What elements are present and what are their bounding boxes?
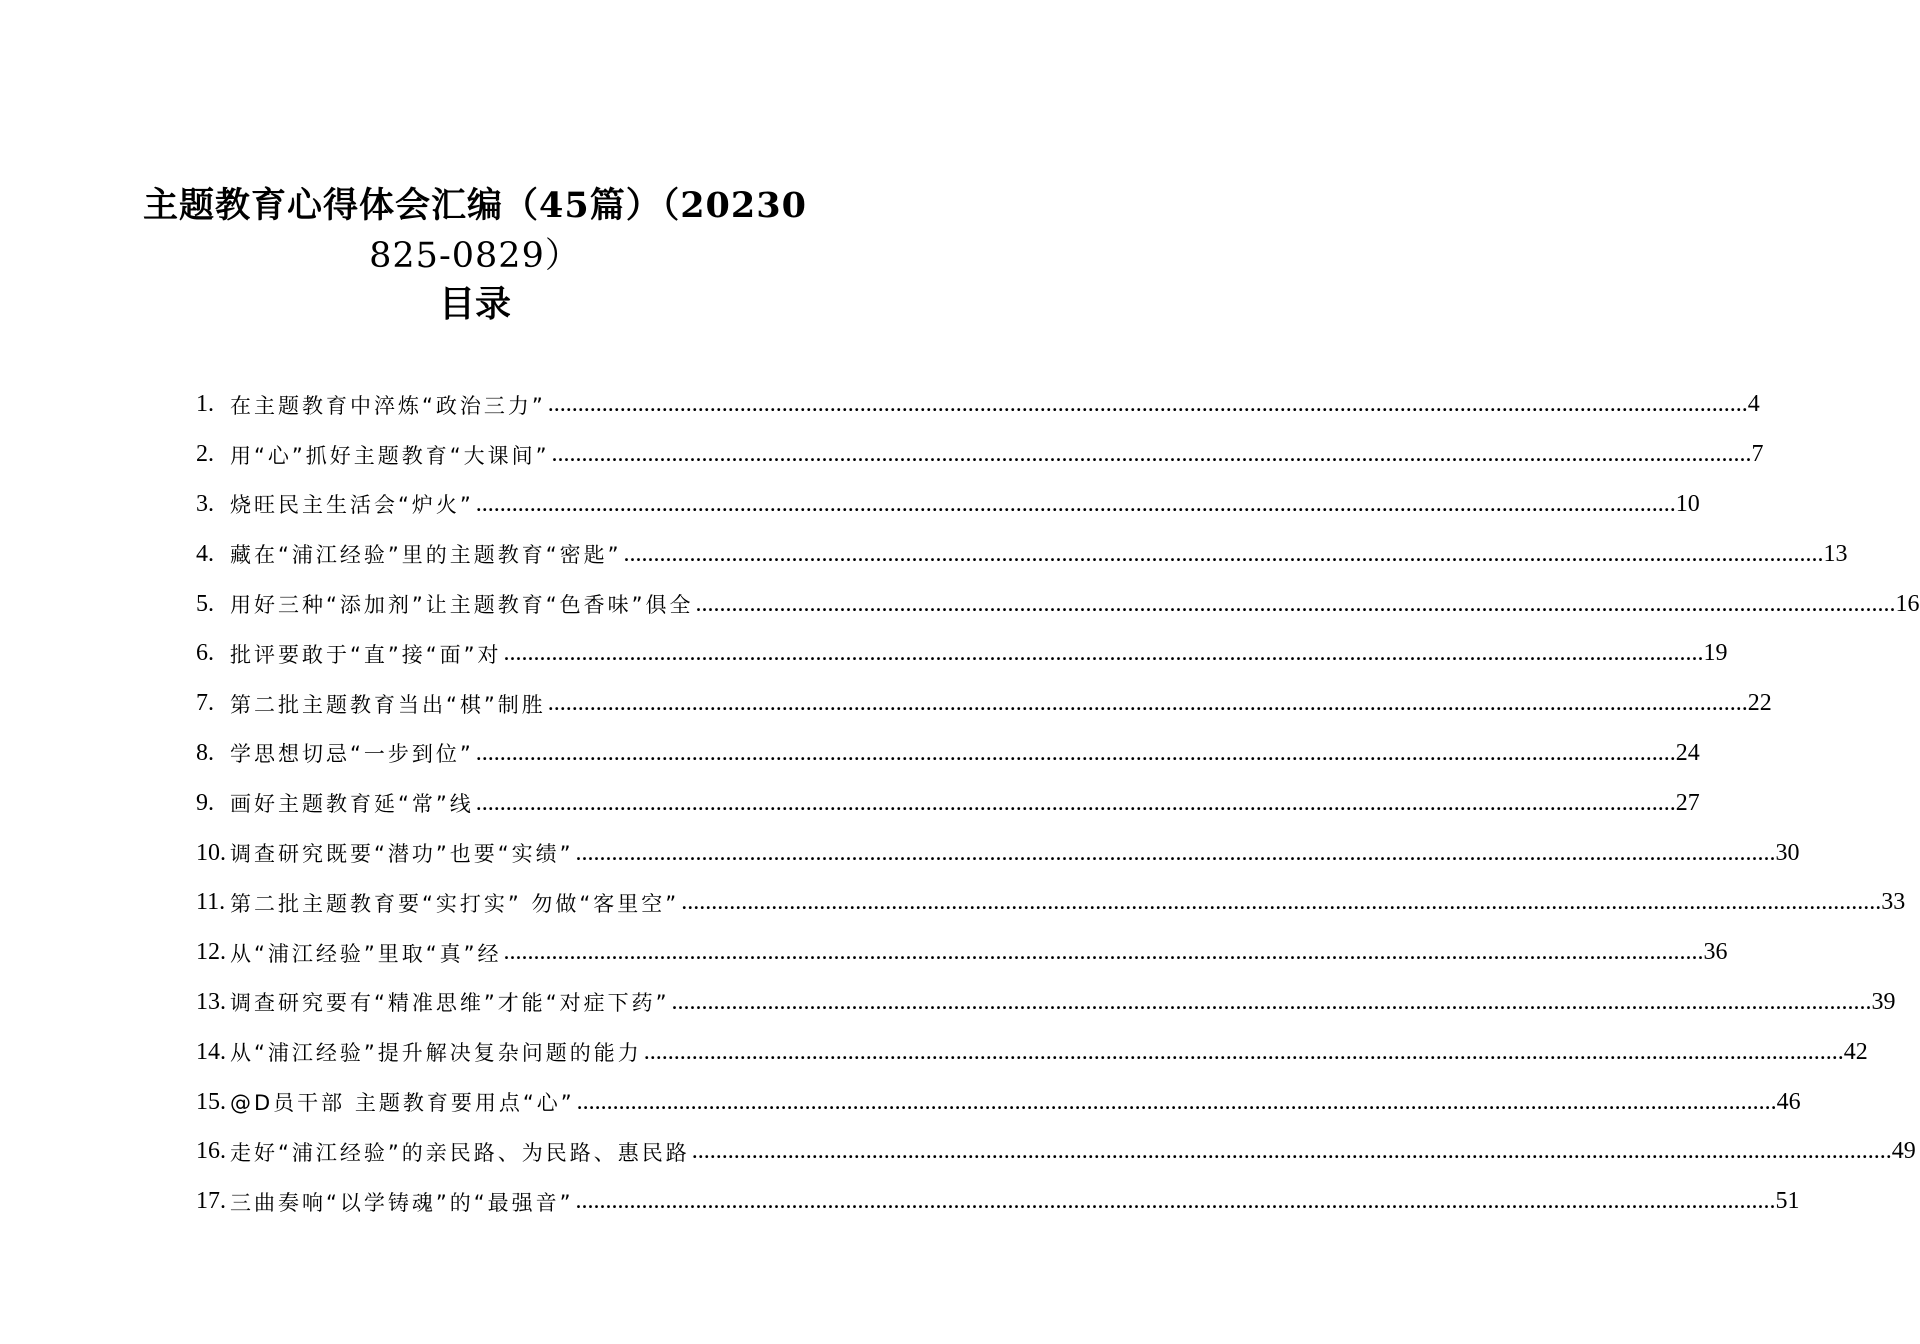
toc-entry-title: 藏在“浦江经验”里的主题教育“密匙” (230, 543, 622, 568)
toc-dot-leader: ........................................................................................................................................................................................................ (643, 1038, 1844, 1065)
toc-dot-leader: ........................................................................................................................................................................................................ (575, 1188, 1776, 1215)
toc-entry-number: 11. (196, 889, 226, 916)
toc-entry-number: 2. (196, 441, 214, 468)
toc-entry-page-number: 51 (1775, 1188, 1800, 1215)
toc-entry-title: 用“心”抓好主题教育“大课间” (230, 443, 550, 468)
toc-entry-number: 10. (196, 839, 226, 866)
document-title-continued: 825-0829） (369, 236, 581, 276)
toc-entry-title: 从“浦江经验”里取“真”经 (230, 941, 502, 966)
toc-dot-leader: ........................................................................................................................................................................................................ (475, 490, 1676, 517)
toc-entry-title: 在主题教育中淬炼“政治三力” (230, 393, 546, 418)
toc-entry-page-number: 13 (1823, 540, 1848, 567)
toc-entry-title: 从“浦江经验”提升解决复杂问题的能力 (230, 1041, 642, 1066)
toc-entry[interactable] (196, 380, 1760, 430)
toc-heading: 目录 (438, 283, 511, 325)
toc-entry-page-number: 24 (1675, 739, 1700, 766)
document-title: 主题教育心得体会汇编（45篇）（20230 (143, 185, 807, 226)
toc-entry-title: 调查研究既要“潜功”也要“实绩” (230, 842, 574, 867)
toc-entry-number: 12. (196, 939, 226, 966)
toc-entry-page-number: 30 (1775, 839, 1800, 866)
toc-entry-title: 第二批主题教育要“实打实” 勿做“客里空” (230, 891, 680, 916)
toc-entry[interactable] (196, 529, 1848, 579)
toc-entry-number: 6. (196, 640, 214, 667)
toc-dot-leader: ........................................................................................................................................................................................................ (576, 1088, 1777, 1115)
toc-entry[interactable] (196, 778, 1700, 828)
toc-dot-leader: ........................................................................................................................................................................................................ (547, 391, 1748, 418)
toc-entry-number: 13. (196, 988, 226, 1015)
toc-entry-page-number: 22 (1747, 690, 1772, 717)
toc-entry-number: 15. (196, 1088, 226, 1115)
toc-dot-leader: ........................................................................................................................................................................................................ (671, 988, 1872, 1015)
toc-dot-leader: ........................................................................................................................................................................................................ (503, 640, 1704, 667)
toc-entry-page-number: 4 (1747, 391, 1760, 418)
toc-entry[interactable] (196, 629, 1728, 679)
toc-entry-title: 用好三种“添加剂”让主题教育“色香味”俱全 (230, 593, 694, 618)
toc-entry[interactable] (196, 878, 1906, 928)
toc-entry-number: 7. (196, 690, 214, 717)
toc-entry-number: 3. (196, 490, 214, 517)
toc-entry-number: 1. (196, 391, 214, 418)
toc-entry-page-number: 16 (1895, 590, 1920, 617)
toc-entry-number: 8. (196, 739, 214, 766)
toc-entry[interactable] (196, 1127, 1916, 1177)
toc-dot-leader: ........................................................................................................................................................................................................ (547, 690, 1748, 717)
toc-entry-page-number: 36 (1703, 939, 1728, 966)
toc-entry-number: 5. (196, 590, 214, 617)
toc-entry-number: 4. (196, 540, 214, 567)
toc-dot-leader: ........................................................................................................................................................................................................ (575, 839, 1776, 866)
toc-entry-title: 走好“浦江经验”的亲民路、为民路、惠民路 (230, 1140, 690, 1165)
toc-entry[interactable] (196, 679, 1772, 729)
toc-dot-leader: ........................................................................................................................................................................................................ (503, 939, 1704, 966)
toc-dot-leader: ........................................................................................................................................................................................................ (551, 441, 1752, 468)
toc-entry-page-number: 27 (1675, 789, 1700, 816)
table-of-contents (196, 380, 1920, 1227)
toc-dot-leader: ........................................................................................................................................................................................................ (695, 590, 1896, 617)
toc-dot-leader: ........................................................................................................................................................................................................ (623, 540, 1824, 567)
toc-entry-number: 17. (196, 1188, 226, 1215)
toc-entry-page-number: 7 (1751, 441, 1764, 468)
toc-entry-title: 批评要敢于“直”接“面”对 (230, 642, 502, 667)
toc-entry-title: 烧旺民主生活会“炉火” (230, 493, 474, 518)
toc-entry[interactable] (196, 430, 1764, 480)
toc-dot-leader: ........................................................................................................................................................................................................ (475, 789, 1676, 816)
toc-dot-leader: ........................................................................................................................................................................................................ (475, 739, 1676, 766)
toc-entry-page-number: 33 (1881, 889, 1906, 916)
toc-entry-page-number: 46 (1776, 1088, 1801, 1115)
toc-entry-number: 16. (196, 1138, 226, 1165)
toc-entry-title: 调查研究要有“精准思维”才能“对症下药” (230, 991, 670, 1016)
toc-entry-page-number: 42 (1843, 1038, 1868, 1065)
toc-entry-page-number: 39 (1871, 988, 1896, 1015)
toc-entry-page-number: 49 (1891, 1138, 1916, 1165)
toc-entry[interactable] (196, 928, 1728, 978)
toc-entry[interactable] (196, 828, 1800, 878)
toc-entry-number: 14. (196, 1038, 226, 1065)
toc-entry[interactable] (196, 1077, 1801, 1127)
toc-entry-title: @D员干部 主题教育要用点“心” (230, 1091, 575, 1116)
toc-entry[interactable] (196, 579, 1920, 629)
toc-entry[interactable] (196, 1027, 1868, 1077)
toc-entry[interactable] (196, 729, 1700, 779)
toc-entry-page-number: 10 (1675, 490, 1700, 517)
toc-entry-title: 学思想切忌“一步到位” (230, 742, 474, 767)
toc-entry-page-number: 19 (1703, 640, 1728, 667)
toc-entry-title: 第二批主题教育当出“棋”制胜 (230, 692, 546, 717)
toc-entry[interactable] (196, 1177, 1800, 1227)
toc-entry-title: 三曲奏响“以学铸魂”的“最强音” (230, 1190, 574, 1215)
toc-entry-title: 画好主题教育延“常”线 (230, 792, 474, 817)
toc-entry-number: 9. (196, 789, 214, 816)
toc-entry[interactable] (196, 480, 1700, 530)
toc-entry[interactable] (196, 978, 1896, 1028)
toc-dot-leader: ........................................................................................................................................................................................................ (691, 1138, 1892, 1165)
toc-dot-leader: ........................................................................................................................................................................................................ (681, 889, 1882, 916)
